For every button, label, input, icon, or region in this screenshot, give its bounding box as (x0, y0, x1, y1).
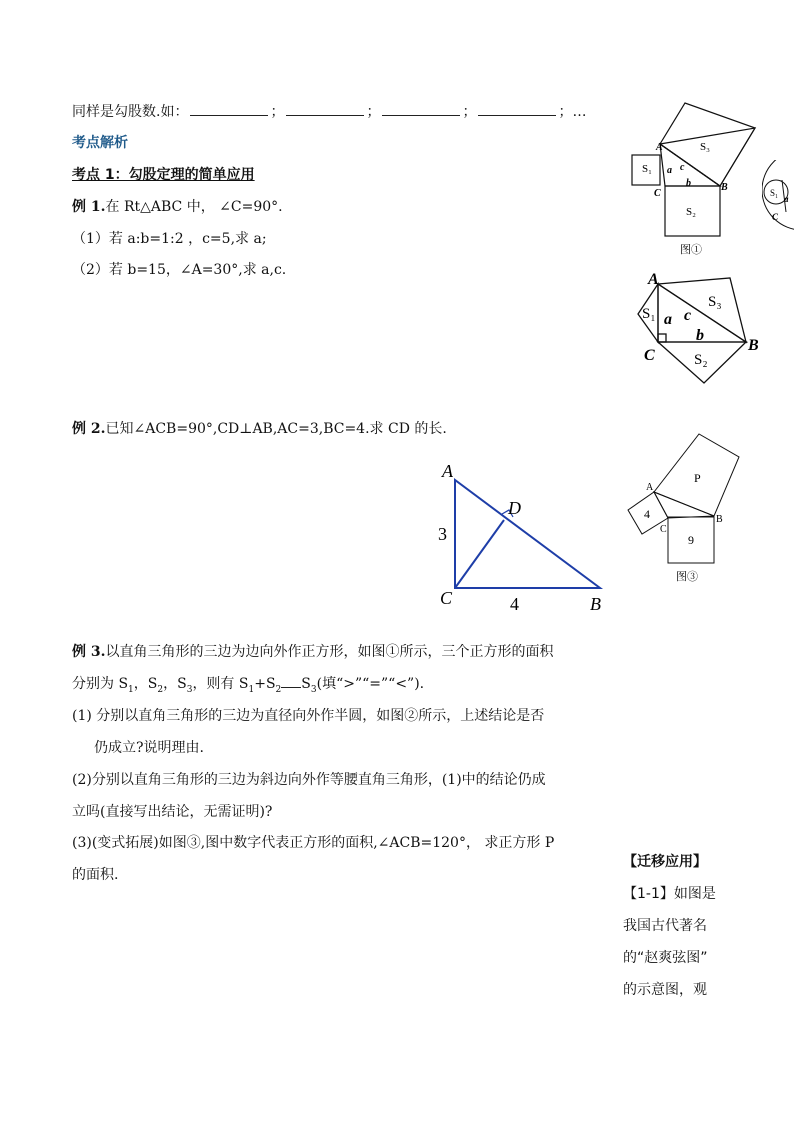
svg-text:C: C (654, 188, 661, 199)
answer-blank[interactable] (286, 102, 364, 116)
figure-1 (620, 98, 770, 260)
svg-text:S₁: S₁ (642, 306, 656, 322)
intro-line: 同样是勾股数.如： ； ； ； ；… (72, 104, 587, 120)
example3-p2a: (2)分别以直角三角形的三边为斜边向外作等腰直角三角形，(1)中的结论仍成 (72, 772, 546, 788)
svg-text:S₂: S₂ (694, 352, 708, 368)
answer-blank[interactable] (382, 102, 460, 116)
example3-line1: 例 3.以直角三角形的三边为边向外作正方形，如图①所示，三个正方形的面积 (72, 644, 554, 660)
example2: 例 2.已知∠ACB=90°,CD⊥AB,AC=3,BC=4.求 CD 的长. (72, 421, 447, 437)
svg-text:B: B (590, 594, 601, 614)
svg-text:C: C (660, 524, 667, 535)
svg-text:S₃: S₃ (708, 294, 722, 310)
example3-p2b: 立吗(直接写出结论，无需证明)? (72, 804, 273, 820)
svg-text:图③: 图③ (676, 571, 698, 583)
svg-text:B: B (721, 182, 728, 193)
point1-title: 考点 1：勾股定理的简单应用 (72, 167, 255, 183)
svg-text:c: c (684, 307, 692, 324)
example3-p3b: 的面积. (72, 867, 119, 883)
sidebar-title: 【迁移应用】 (623, 854, 707, 870)
example1-q2: （2）若 b=15，∠A=30°,求 a,c. (72, 262, 287, 278)
svg-text:A: A (646, 482, 654, 493)
answer-blank[interactable] (190, 102, 268, 116)
svg-text:图①: 图① (680, 244, 702, 256)
example3-line2: 分别为 $S_1$，$S_2$，$S_3$，则有 $S_1+S_2$ $S_3$(填“>”“=”“<”). (72, 676, 425, 695)
figure-3 (622, 430, 772, 585)
section-title: 考点解析 (72, 135, 128, 151)
answer-blank[interactable] (478, 102, 556, 116)
figure-example2 (436, 460, 616, 620)
svg-text:4: 4 (644, 507, 650, 521)
svg-text:a: a (784, 194, 789, 204)
example1: 例 1.在 Rt△ABC 中， ∠C=90°. (72, 199, 283, 215)
svg-text:A: A (656, 142, 663, 153)
svg-text:b: b (686, 178, 691, 189)
svg-text:S₃: S₃ (700, 141, 710, 153)
svg-text:C: C (644, 347, 655, 364)
svg-text:b: b (696, 327, 704, 344)
svg-text:9: 9 (688, 533, 694, 547)
example1-q1: （1）若 a:b=1:2 ，c=5,求 a; (72, 231, 267, 247)
svg-text:P: P (694, 471, 701, 485)
svg-text:A: A (442, 461, 453, 481)
figure-2 (762, 160, 794, 260)
sidebar-transfer: 【迁移应用】 【1-1】如图是 我国古代著名 的“赵爽弦图” 的示意图，观 (623, 846, 716, 1006)
example3-p3a: (3)(变式拓展)如图③,图中数字代表正方形的面积,∠ACB=120°， 求正方形 P (72, 835, 555, 851)
svg-text:a: a (667, 165, 672, 176)
svg-text:S₁: S₁ (642, 163, 652, 175)
svg-text:a: a (664, 311, 672, 328)
compare-blank[interactable] (281, 675, 301, 688)
figure-triangles (630, 268, 770, 388)
svg-text:S₁: S₁ (770, 188, 779, 198)
svg-text:B: B (748, 337, 759, 354)
svg-text:4: 4 (510, 594, 519, 614)
svg-text:c: c (680, 162, 685, 173)
svg-text:S₂: S₂ (686, 206, 696, 218)
example3-p1a: (1) 分别以直角三角形的三边为直径向外作半圆，如图②所示，上述结论是否 (72, 708, 545, 724)
intro-text: 同样是勾股数.如： (72, 104, 189, 120)
svg-text:3: 3 (438, 524, 447, 544)
example3-p1b: 仍成立?说明理由. (94, 740, 204, 756)
svg-text:C: C (772, 212, 779, 222)
svg-text:B: B (716, 514, 723, 525)
svg-text:D: D (508, 498, 521, 518)
svg-text:A: A (648, 271, 659, 288)
svg-text:C: C (440, 588, 453, 608)
